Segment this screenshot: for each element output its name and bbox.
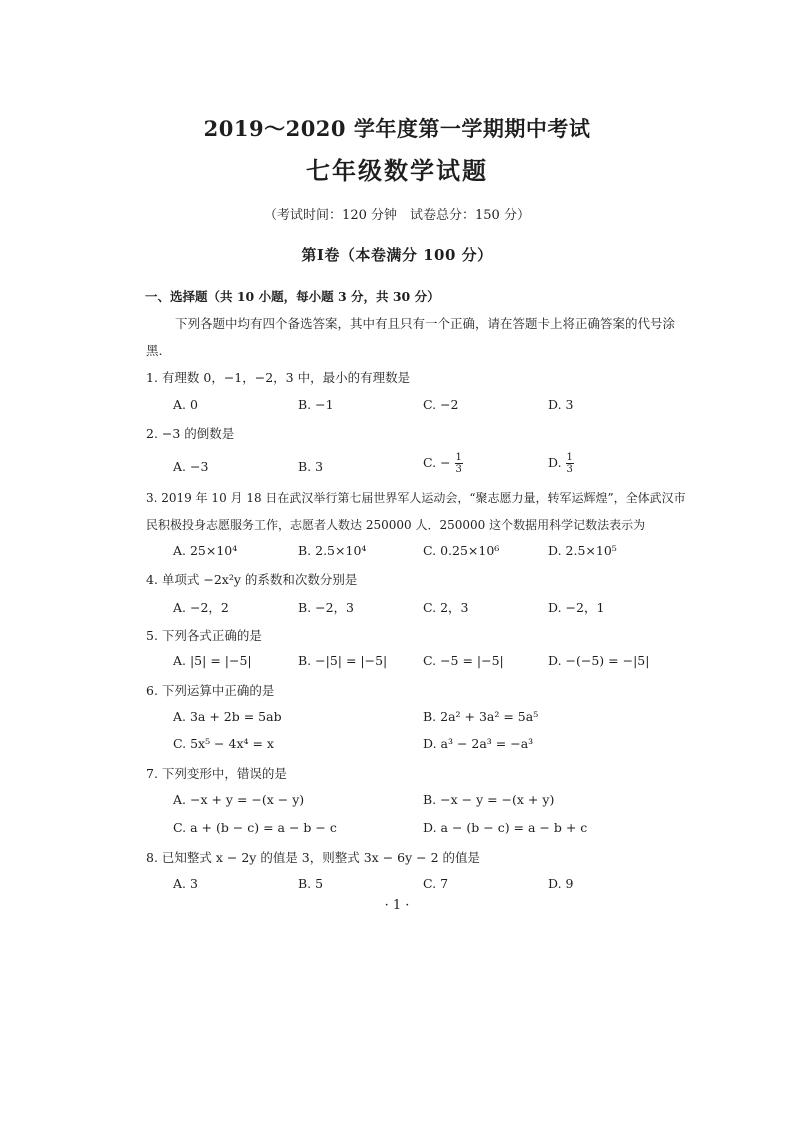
- question-7-option-b: B. −x − y = −(x + y): [423, 792, 555, 807]
- question-7-option-d: D. a − (b − c) = a − b + c: [423, 820, 588, 835]
- part-title: 第Ⅰ卷（本卷满分 100 分）: [301, 246, 493, 264]
- question-7-option-c: C. a + (b − c) = a − b − c: [173, 820, 337, 835]
- exam-subject-title: 七年级数学试题: [306, 156, 488, 185]
- question-6-option-c: C. 5x⁵ − 4x⁴ = x: [173, 736, 274, 751]
- exam-title: 2019～2020 学年度第一学期期中考试: [203, 116, 591, 141]
- question-3-option-a: A. 25×10⁴: [173, 543, 238, 558]
- question-4-option-a: A. −2，2: [173, 600, 229, 615]
- question-5-option-b: B. −|5| = |−5|: [298, 653, 388, 668]
- fraction-numerator: 1: [455, 452, 462, 463]
- question-4-option-b: B. −2，3: [298, 600, 355, 615]
- question-8-stem: 8. 已知整式 x − 2y 的值是 3，则整式 3x − 6y − 2 的值是: [146, 850, 481, 865]
- question-4-stem: 4. 单项式 −2x²y 的系数和次数分别是: [146, 572, 358, 587]
- question-8-option-a: A. 3: [173, 876, 198, 891]
- question-8-option-c: C. 7: [423, 876, 449, 891]
- question-1-option-c: C. −2: [423, 397, 459, 412]
- question-1-option-d: D. 3: [548, 397, 574, 412]
- question-2-option-c: [423, 452, 463, 475]
- fraction: [566, 452, 574, 475]
- question-5-stem: 5. 下列各式正确的是: [146, 628, 262, 643]
- section-instruction: 下列各题中均有四个备选答案，其中有且只有一个正确，请在答题卡上将正确答案的代号涂: [175, 316, 676, 331]
- question-2-stem: 2. −3 的倒数是: [146, 426, 235, 441]
- section-instruction-cont: 黑.: [146, 343, 163, 358]
- exam-info: （考试时间：120 分钟 试卷总分：150 分）: [264, 208, 530, 223]
- question-6-stem: 6. 下列运算中正确的是: [146, 683, 275, 698]
- fraction-denominator: 3: [566, 464, 573, 475]
- question-3-stem: 3. 2019 年 10 月 18 日在武汉举行第七届世界军人运动会，“聚志愿力量，转军运辉煌”，全体武汉市: [146, 491, 686, 505]
- question-1-stem: 1. 有理数 0，−1，−2，3 中，最小的有理数是: [146, 370, 411, 385]
- question-2-option-d-label: D.: [548, 455, 562, 470]
- fraction-denominator: 3: [455, 464, 462, 475]
- question-4-option-d: D. −2，1: [548, 600, 605, 615]
- question-4-option-c: C. 2，3: [423, 600, 469, 615]
- question-2-option-a: A. −3: [173, 459, 209, 474]
- question-8-option-d: D. 9: [548, 876, 574, 891]
- question-2-option-d: [548, 452, 574, 475]
- question-5-option-d: D. −(−5) = −|5|: [548, 653, 650, 668]
- question-5-option-c: C. −5 = |−5|: [423, 653, 504, 668]
- question-6-option-b: B. 2a² + 3a² = 5a⁵: [423, 709, 539, 724]
- question-5-option-a: A. |5| = |−5|: [173, 653, 252, 668]
- question-7-stem: 7. 下列变形中，错误的是: [146, 766, 287, 781]
- question-6-option-d: D. a³ − 2a³ = −a³: [423, 736, 534, 751]
- question-3-option-c: C. 0.25×10⁶: [423, 543, 500, 558]
- page-number: · 1 ·: [384, 898, 410, 913]
- question-1-option-b: B. −1: [298, 397, 334, 412]
- question-8-option-b: B. 5: [298, 876, 324, 891]
- fraction-numerator: 1: [566, 452, 573, 463]
- question-7-option-a: A. −x + y = −(x − y): [173, 792, 305, 807]
- question-1-option-a: A. 0: [173, 397, 198, 412]
- question-2-option-c-label: C. −: [423, 455, 451, 470]
- question-3-option-b: B. 2.5×10⁴: [298, 543, 367, 558]
- section-heading: 一、选择题（共 10 小题，每小题 3 分，共 30 分）: [145, 289, 440, 304]
- question-3-stem-cont: 民积极投身志愿服务工作，志愿者人数达 250000 人．250000 这个数据用科学记数法表示为: [146, 518, 646, 532]
- question-2-option-b: B. 3: [298, 459, 324, 474]
- question-6-option-a: A. 3a + 2b = 5ab: [173, 709, 282, 724]
- fraction: [455, 452, 463, 475]
- question-3-option-d: D. 2.5×10⁵: [548, 543, 617, 558]
